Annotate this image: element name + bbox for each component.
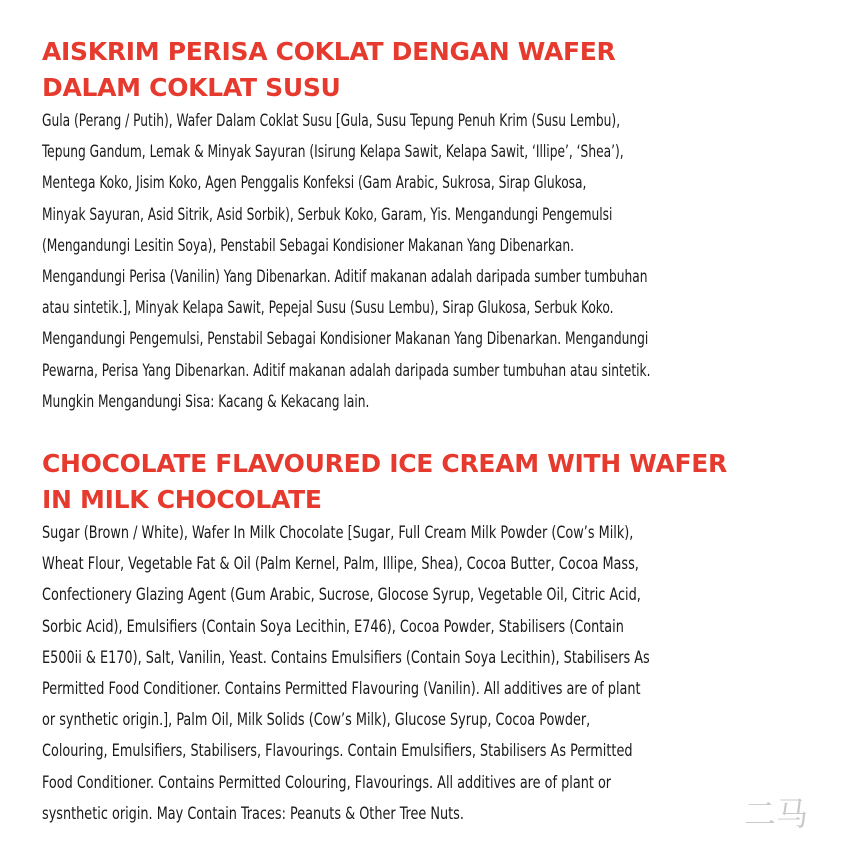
english-ingredients-line: Colouring, Emulsifiers, Stabilisers, Flavourings. Contain Emulsifiers, Stabilisers As Permitted	[42, 741, 633, 762]
malay-ingredients-line: Gula (Perang / Putih), Wafer Dalam Coklat Susu [Gula, Susu Tepung Penuh Krim (Susu Lembu),	[42, 111, 621, 131]
malay-ingredients-line: Mengandungi Pengemulsi, Penstabil Sebagai Kondisioner Makanan Yang Dibenarkan. Mengandungi	[42, 329, 649, 350]
english-ingredients-line: Permitted Food Conditioner. Contains Permitted Flavouring (Vanilin). All additives are of plant	[42, 679, 641, 700]
malay-ingredients-line: Mungkin Mengandungi Sisa: Kacang & Kekacang lain.	[42, 391, 370, 412]
malay-ingredients-line: Mengandungi Perisa (Vanilin) Yang Dibenarkan. Aditif makanan adalah daripada sumber tumbuhan	[42, 267, 648, 288]
watermark-text: 二马	[744, 795, 809, 833]
english-product-title	[42, 446, 822, 518]
english-ingredients-line: or synthetic origin.], Palm Oil, Milk Solids (Cow’s Milk), Glucose Syrup, Cocoa Powder,	[42, 710, 591, 731]
malay-ingredients-line: Pewarna, Perisa Yang Dibenarkan. Aditif makanan adalah daripada sumber tumbuhan atau sintetik.	[42, 360, 651, 381]
english-ingredients-text	[42, 518, 822, 833]
english-ingredients-line: Sugar (Brown / White), Wafer In Milk Chocolate [Sugar, Full Cream Milk Powder (Cow’s Milk),	[42, 523, 634, 543]
english-ingredients-line: Confectionery Glazing Agent (Gum Arabic, Sucrose, Glocose Syrup, Vegetable Oil, Citric Acid,	[42, 585, 641, 606]
english-ingredients-line: Food Conditioner. Contains Permitted Colouring, Flavourings. All additives are of plant or	[42, 772, 612, 793]
malay-ingredients-section	[42, 34, 822, 418]
english-title-line: IN MILK CHOCOLATE	[42, 485, 322, 514]
english-ingredients-line: E500ii & E170), Salt, Vanilin, Yeast. Contains Emulsifiers (Contain Soya Lecithin), Stabilisers As	[42, 647, 650, 668]
malay-title-line: AISKRIM PERISA COKLAT DENGAN WAFER	[42, 37, 616, 66]
malay-ingredients-line: Mentega Koko, Jisim Koko, Agen Penggalis Konfeksi (Gam Arabic, Sukrosa, Sirap Glukosa,	[42, 173, 587, 194]
malay-ingredients-text	[42, 106, 822, 418]
english-ingredients-line: Sorbic Acid), Emulsifiers (Contain Soya Lecithin, E746), Cocoa Powder, Stabilisers (Contain	[42, 616, 624, 637]
malay-ingredients-line: atau sintetik.], Minyak Kelapa Sawit, Pepejal Susu (Susu Lembu), Sirap Glukosa, Serbuk Koko.	[42, 298, 614, 319]
english-ingredients-section	[42, 446, 822, 833]
malay-ingredients-line: (Mengandungi Lesitin Soya), Penstabil Sebagai Kondisioner Makanan Yang Dibenarkan.	[42, 235, 575, 256]
malay-title-line: DALAM COKLAT SUSU	[42, 73, 341, 102]
english-ingredients-line: Wheat Flour, Vegetable Fat & Oil (Palm Kernel, Palm, Illipe, Shea), Cocoa Butter, Cocoa Mass,	[42, 554, 639, 575]
malay-product-title	[42, 34, 822, 106]
english-title-line: CHOCOLATE FLAVOURED ICE CREAM WITH WAFER	[42, 449, 727, 478]
english-ingredients-line: sysnthetic origin. May Contain Traces: Peanuts & Other Tree Nuts.	[42, 803, 464, 824]
malay-ingredients-line: Tepung Gandum, Lemak & Minyak Sayuran (Isirung Kelapa Sawit, Kelapa Sawit, ‘Illipe’, ‘Shea’),	[42, 142, 624, 163]
malay-ingredients-line: Minyak Sayuran, Asid Sitrik, Asid Sorbik), Serbuk Koko, Garam, Yis. Mengandungi Pengemulsi	[42, 204, 613, 225]
